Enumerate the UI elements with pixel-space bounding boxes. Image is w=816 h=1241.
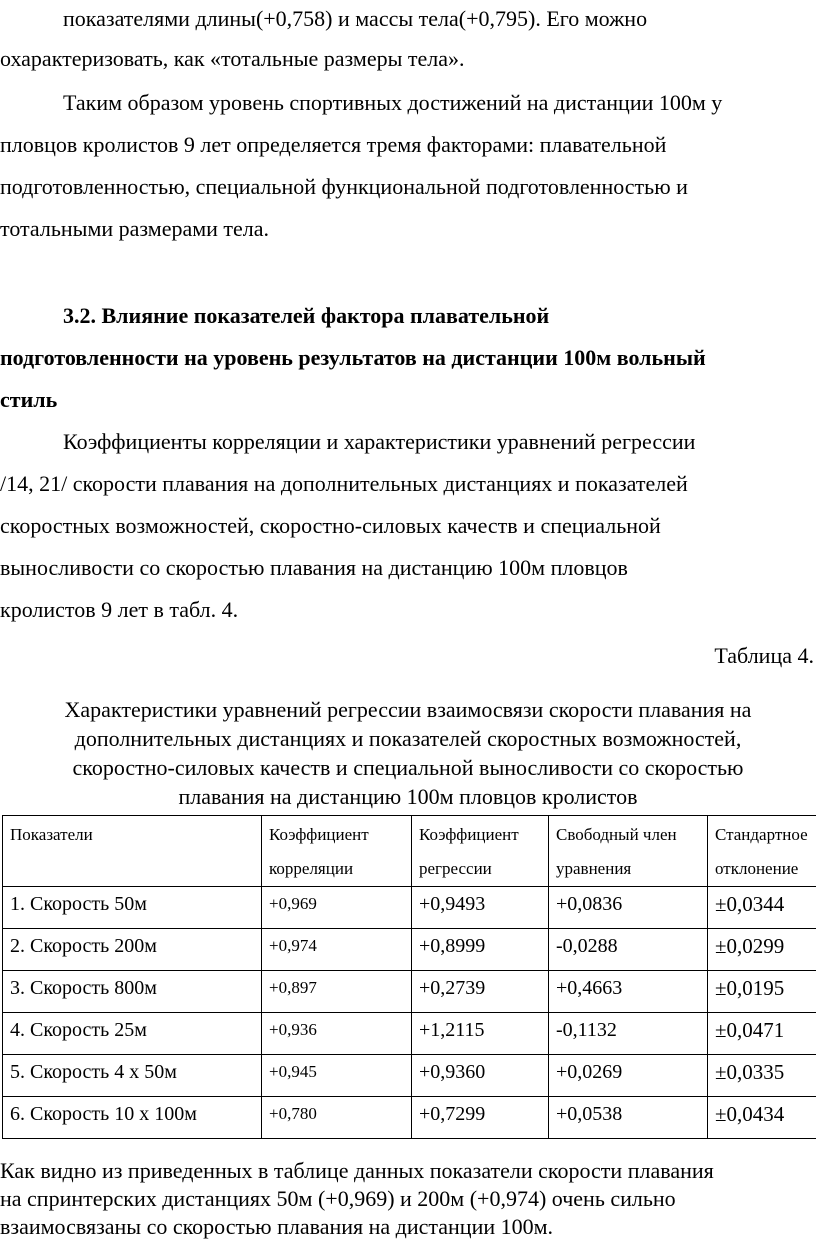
std-deviation-cell: ±0,0344 <box>708 887 816 929</box>
indicator-cell: 3. Скорость 800м <box>3 971 262 1013</box>
indicator-cell: 1. Скорость 50м <box>3 887 262 929</box>
std-deviation-cell: ±0,0335 <box>708 1055 816 1097</box>
indicator-cell: 5. Скорость 4 х 50м <box>3 1055 262 1097</box>
correlation-cell: +0,897 <box>262 971 412 1013</box>
text-line: показателями длины(+0,758) и массы тела(+0,795). Его можно <box>63 6 648 31</box>
intercept-cell: -0,1132 <box>549 1013 708 1055</box>
std-deviation-cell: ±0,0434 <box>708 1097 816 1139</box>
header-std-deviation: Стандартное отклонение <box>708 816 816 887</box>
std-deviation-cell: ±0,0195 <box>708 971 816 1013</box>
caption-line: скоростно-силовых качеств и специальной выносливости со скоростью <box>72 755 744 780</box>
table-row <box>3 971 816 1013</box>
text-line: кролистов 9 лет в табл. 4. <box>0 597 239 622</box>
caption-line: дополнительных дистанциях и показателей скоростных возможностей, <box>74 726 742 751</box>
regression-cell: +0,9360 <box>412 1055 549 1097</box>
correlation-cell: +0,936 <box>262 1013 412 1055</box>
table-row <box>3 887 816 929</box>
caption-line: плавания на дистанцию 100м пловцов кролистов <box>178 784 638 809</box>
text-line: Как видно из приведенных в таблице данных показатели скорости плавания <box>0 1158 714 1183</box>
header-regression: Коэффициент регрессии <box>412 816 549 887</box>
regression-cell: +0,2739 <box>412 971 549 1013</box>
indicator-cell: 4. Скорость 25м <box>3 1013 262 1055</box>
table-header-row <box>3 816 816 887</box>
text-line: тотальными размерами тела. <box>0 216 270 241</box>
text-line: скоростных возможностей, скоростно-силовых качеств и специальной <box>0 513 661 538</box>
table-row <box>3 929 816 971</box>
std-deviation-cell: ±0,0471 <box>708 1013 816 1055</box>
regression-table <box>2 815 816 1139</box>
std-deviation-cell: ±0,0299 <box>708 929 816 971</box>
intercept-cell: +0,4663 <box>549 971 708 1013</box>
table-label: Таблица 4. <box>714 643 814 668</box>
caption-line: Характеристики уравнений регрессии взаимосвязи скорости плавания на <box>64 697 752 722</box>
table-row <box>3 1097 816 1139</box>
text-line: пловцов кролистов 9 лет определяется тремя факторами: плавательной <box>0 132 667 157</box>
heading-line: подготовленности на уровень результатов на дистанции 100м вольный <box>0 345 706 370</box>
text-line: выносливости со скоростью плавания на дистанцию 100м пловцов <box>0 555 628 580</box>
correlation-cell: +0,974 <box>262 929 412 971</box>
header-intercept: Свободный член уравнения <box>549 816 708 887</box>
heading-line: 3.2. Влияние показателей фактора плавательной <box>63 303 550 328</box>
regression-cell: +0,7299 <box>412 1097 549 1139</box>
text-line: взаимосвязаны со скоростью плавания на дистанции 100м. <box>0 1214 554 1239</box>
header-indicators: Показатели <box>3 816 262 887</box>
text-line: /14, 21/ скорости плавания на дополнительных дистанциях и показателей <box>0 471 688 496</box>
indicator-cell: 2. Скорость 200м <box>3 929 262 971</box>
header-correlation: Коэффициент корреляции <box>262 816 412 887</box>
indicator-cell: 6. Скорость 10 х 100м <box>3 1097 262 1139</box>
text-line: на спринтерских дистанциях 50м (+0,969) и 200м (+0,974) очень сильно <box>0 1186 676 1211</box>
text-line: Коэффициенты корреляции и характеристики уравнений регрессии <box>63 429 696 454</box>
heading-line: стиль <box>0 387 58 412</box>
intercept-cell: +0,0836 <box>549 887 708 929</box>
correlation-cell: +0,945 <box>262 1055 412 1097</box>
intercept-cell: +0,0538 <box>549 1097 708 1139</box>
intercept-cell: -0,0288 <box>549 929 708 971</box>
text-line: Таким образом уровень спортивных достижений на дистанции 100м у <box>63 90 723 115</box>
regression-cell: +0,8999 <box>412 929 549 971</box>
text-line: подготовленностью, специальной функциональной подготовленностью и <box>0 174 688 199</box>
correlation-cell: +0,969 <box>262 887 412 929</box>
text-line: охарактеризовать, как «тотальные размеры тела». <box>0 46 465 71</box>
regression-cell: +0,9493 <box>412 887 549 929</box>
table-row <box>3 1013 816 1055</box>
regression-cell: +1,2115 <box>412 1013 549 1055</box>
intercept-cell: +0,0269 <box>549 1055 708 1097</box>
table-row <box>3 1055 816 1097</box>
correlation-cell: +0,780 <box>262 1097 412 1139</box>
